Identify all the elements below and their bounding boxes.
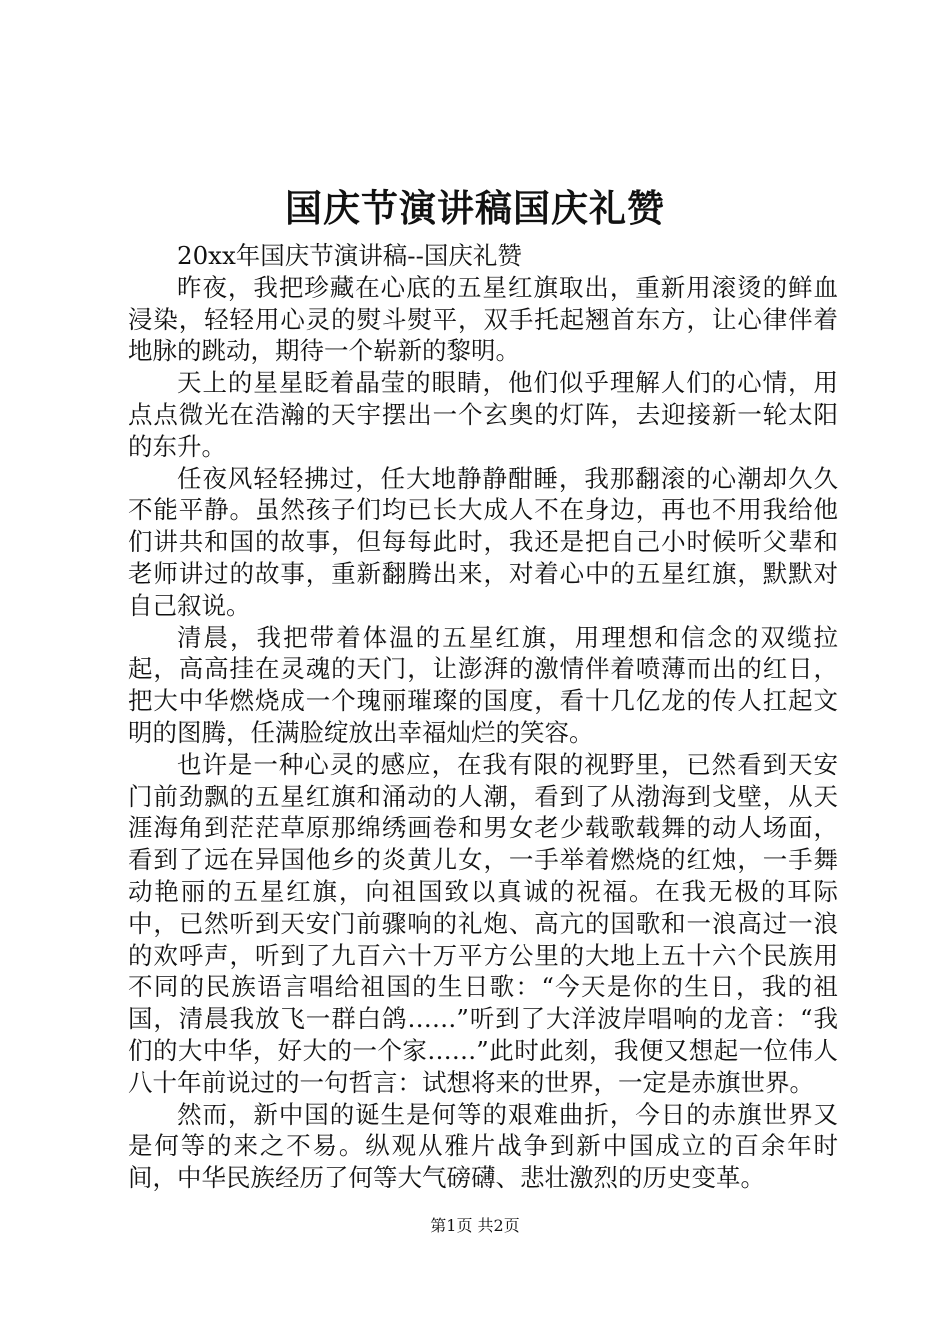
document-title: 国庆节演讲稿国庆礼赞 — [285, 186, 665, 230]
page-number-footer: 第1页 共2页 — [430, 1216, 520, 1235]
paragraph: 天上的星星眨着晶莹的眼睛，他们似乎理解人们的心情，用点点微光在浩瀚的天宇摆出一个玄奥的灯阵，去迎接新一轮太阳的东升。 — [128, 368, 838, 461]
paragraph-subtitle: 20xx年国庆节演讲稿--国庆礼赞 — [177, 241, 522, 270]
paragraph: 清晨，我把带着体温的五星红旗，用理想和信念的双缆拉起，高高挂在灵魂的天门，让澎湃的激情伴着喷薄而出的红日，把大中华燃烧成一个瑰丽璀璨的国度，看十几亿龙的传人扛起文明的图腾，任满脸绽放出幸福灿烂的笑容。 — [128, 622, 838, 747]
document-body — [128, 240, 838, 1194]
paragraph: 也许是一种心灵的感应，在我有限的视野里，已然看到天安门前劲飘的五星红旗和涌动的人潮，看到了从渤海到戈壁，从天涯海角到茫茫草原那绵绣画卷和男女老少载歌载舞的动人场面，看到了远在异国他乡的炎黄儿女，一手举着燃烧的红烛，一手舞动艳丽的五星红旗，向祖国致以真诚的祝福。在我无极的耳际中，已然听到天安门前骤响的礼炮、高亢的国歌和一浪高过一浪的欢呼声，听到了九百六十万平方公里的大地上五十六个民族用不同的民族语言唱给祖国的生日歌：“今天是你的生日，我的祖国，清晨我放飞一群白鸽……”听到了大洋波岸唱响的龙音：“我们的大中华，好大的一个家……”此时此刻，我便又想起一位伟人八十年前说过的一句哲言：试想将来的世界，一定是赤旗世界。 — [128, 749, 838, 1097]
paragraph: 然而，新中国的诞生是何等的艰难曲折，今日的赤旗世界又是何等的来之不易。纵观从雅片战争到新中国成立的百余年时间，中华民族经历了何等大气磅礴、悲壮激烈的历史变革。 — [128, 1099, 838, 1193]
paragraph: 任夜风轻轻拂过，任大地静静酣睡，我那翻滚的心潮却久久不能平静。虽然孩子们均已长大成人不在身边，再也不用我给他们讲共和国的故事，但每每此时，我还是把自己小时候听父辈和老师讲过的故事，重新翻腾出来，对着心中的五星红旗，默默对自己叙说。 — [128, 463, 838, 620]
paragraph: 昨夜，我把珍藏在心底的五星红旗取出，重新用滚烫的鲜血浸染，轻轻用心灵的熨斗熨平，双手托起翘首东方，让心律伴着地脉的跳动，期待一个崭新的黎明。 — [128, 272, 838, 366]
